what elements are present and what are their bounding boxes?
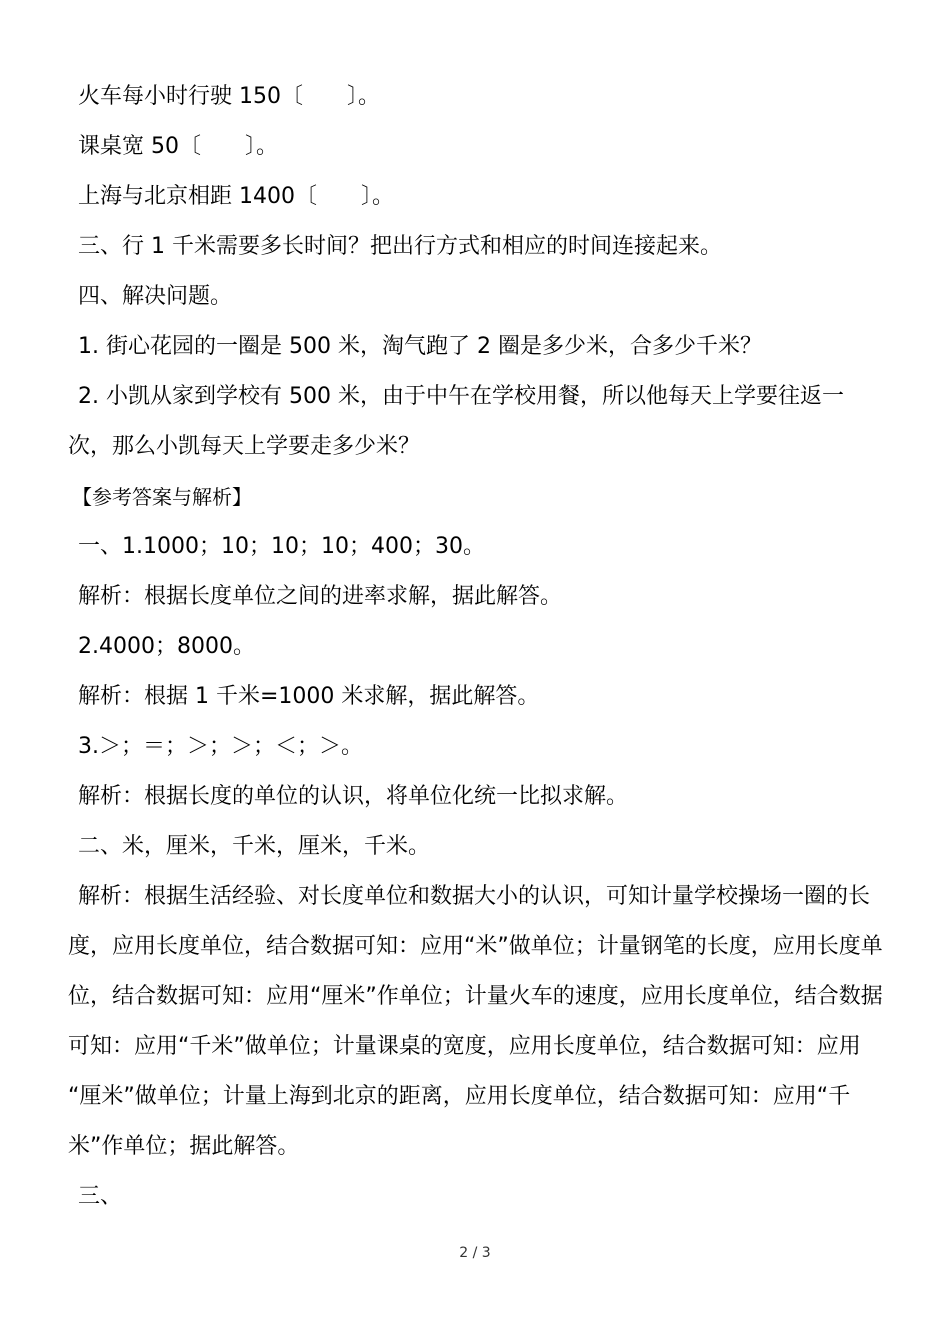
analysis-1-2: 解析：根据 1 千米=1000 米求解，据此解答。 [78,684,540,709]
text-line-shanghai-beijing: 上海与北京相距 1400〔 〕。 [78,184,394,209]
answer-heading: 【参考答案与解析】 [72,485,252,509]
problem-1: 1. 街心花园的一圈是 500 米，淘气跑了 2 圈是多少米，合多少千米？ [78,334,762,359]
problem-2-line-2: 次，那么小凯每天上学要走多少米？ [68,434,421,459]
analysis-2-line-4: 可知：应用“千米”做单位；计量课桌的宽度，应用长度单位，结合数据可知：应用 [68,1034,861,1059]
analysis-1-1: 解析：根据长度单位之间的进率求解，据此解答。 [78,584,563,609]
text-line-desk-width: 课桌宽 50〔 〕。 [78,134,278,159]
analysis-2-line-6: 米”作单位；据此解答。 [68,1134,300,1159]
section-heading-four: 四、解决问题。 [78,284,233,309]
answer-1-2: 2.4000；8000。 [78,634,255,659]
text-line-train-speed: 火车每小时行驶 150〔 〕。 [78,84,380,109]
answer-1-1: 一、1.1000；10；10；10；400；30。 [78,534,485,559]
analysis-1-3: 解析：根据长度的单位的认识，将单位化统一比拟求解。 [78,784,629,809]
analysis-2-line-5: “厘米”做单位；计量上海到北京的距离，应用长度单位，结合数据可知：应用“千 [68,1084,851,1109]
answer-2: 二、米，厘米，千米，厘米，千米。 [78,834,431,859]
page-number: 2 / 3 [459,1245,491,1261]
analysis-2-line-2: 度，应用长度单位，结合数据可知：应用“米”做单位；计量钢笔的长度，应用长度单 [68,934,883,959]
answer-3-heading: 三、 [78,1184,123,1209]
analysis-2-line-3: 位，结合数据可知：应用“厘米”作单位；计量火车的速度，应用长度单位，结合数据 [68,984,883,1009]
section-heading-three: 三、行 1 千米需要多长时间？把出行方式和相应的时间连接起来。 [78,234,722,259]
analysis-2-line-1: 解析：根据生活经验、对长度单位和数据大小的认识，可知计量学校操场一圈的长 [78,884,871,909]
answer-1-3: 3.＞；＝；＞；＞；＜；＞。 [78,734,363,759]
problem-2-line-1: 2. 小凯从家到学校有 500 米，由于中午在学校用餐，所以他每天上学要往返一 [78,384,844,409]
